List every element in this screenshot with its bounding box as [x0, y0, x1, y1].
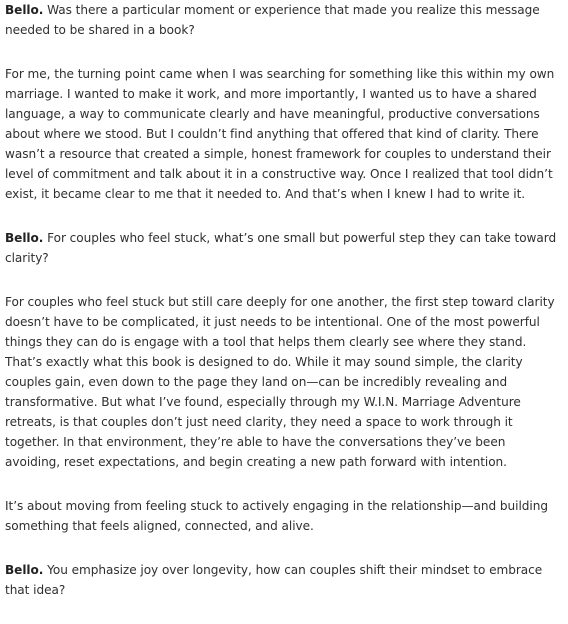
- answer-3: It’s about moving from feeling stuck to actively engaging in the relationship—and building something that feels aligned, connected, and alive.: [5, 499, 548, 533]
- answer-1: For me, the turning point came when I was searching for something like this within my own marriage. I wanted to make it work, and more importantly, I wanted us to have a shared language, a way to communicate clearly and have meaningful, productive conversations about where we stood. But I couldn’t find anything that offered that kind of clarity. There wasn’t a resource that created a simple, honest framework for couples to understand their level of commitment and talk about it in a constructive way. Once I realized that tool didn’t exist, it became clear to me that it needed to. And that’s when I knew I had to write it.: [5, 67, 555, 201]
- question-3: [5, 560, 561, 600]
- speaker-label: Bello.: [5, 563, 44, 577]
- article-body: [5, 0, 561, 624]
- speaker-label: Bello.: [5, 231, 44, 245]
- question-1: [5, 0, 561, 40]
- speaker-label: Bello.: [5, 3, 44, 17]
- answer-2: For couples who feel stuck but still care deeply for one another, the first step toward clarity doesn’t have to be complicated, it just needs to be intentional. One of the most powerful things they can do is engage with a tool that helps them clearly see where they stand. That’s exactly what this book is designed to do. While it may sound simple, the clarity couples gain, even down to the page they land on—can be incredibly revealing and transformative. But what I’ve found, especially through my W.I.N. Marriage Adventure retreats, is that couples don’t just need clarity, they need a space to work through it together. In that environment, they’re able to have the conversations they’ve been avoiding, reset expectations, and begin creating a new path forward with intention.: [5, 295, 555, 469]
- question-text: For couples who feel stuck, what’s one small but powerful step they can take toward clarity?: [5, 231, 557, 265]
- question-text: You emphasize joy over longevity, how can couples shift their mindset to embrace that idea?: [5, 563, 543, 597]
- question-text: Was there a particular moment or experience that made you realize this message needed to be shared in a book?: [5, 3, 540, 37]
- question-2: [5, 228, 561, 268]
